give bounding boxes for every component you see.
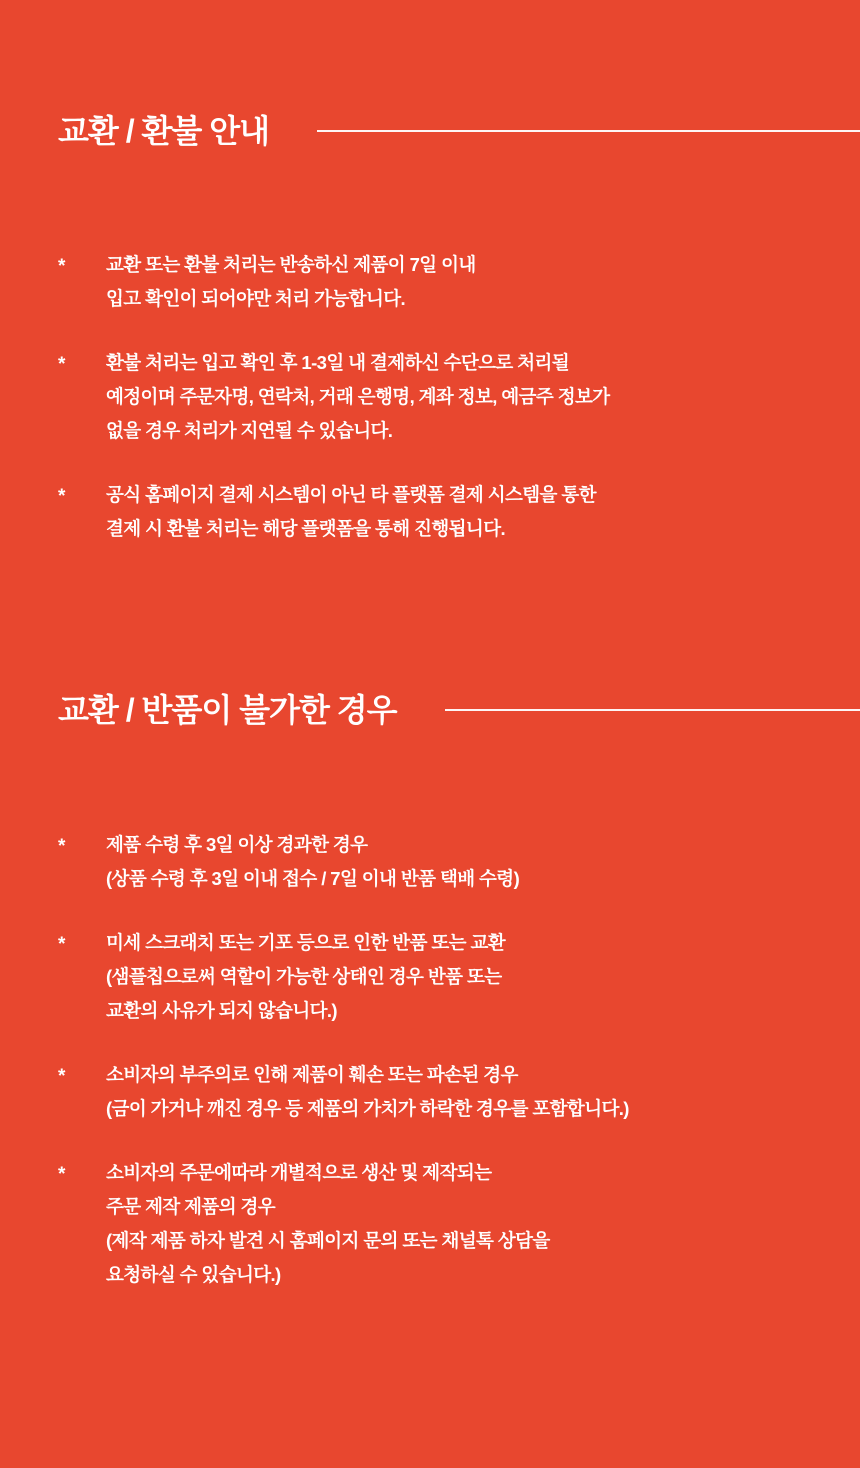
bullet-marker: * <box>58 933 66 955</box>
section-2-header <box>0 664 860 755</box>
bottom-spacer <box>0 1292 860 1352</box>
bullet-text <box>106 1156 820 1292</box>
bullet-line: 미세 스크래치 또는 기포 등으로 인한 반품 또는 교환 <box>106 931 506 953</box>
bullet-line: (샘플칩으로써 역할이 가능한 상태인 경우 반품 또는 <box>106 965 502 987</box>
section-1-bullet-list <box>0 248 860 546</box>
section-1-title: 교환 / 환불 안내 <box>58 112 270 149</box>
bullet-marker: * <box>58 1065 66 1087</box>
bullet-line: 요청하실 수 있습니다.) <box>106 1263 281 1285</box>
bullet-marker: * <box>58 486 66 508</box>
bullet-spacer <box>58 1126 820 1156</box>
list-item <box>58 1058 820 1126</box>
section-non-returnable-cases <box>0 664 860 1291</box>
bullet-line: (금이 가거나 깨진 경우 등 제품의 가치가 하락한 경우를 포함합니다.) <box>106 1097 629 1119</box>
section-1-head-spacer <box>0 176 860 248</box>
bullet-marker: * <box>58 354 66 376</box>
bullet-line: 입고 확인이 되어야만 처리 가능합니다. <box>106 288 406 310</box>
section-1-rule <box>317 130 860 132</box>
bullet-line: 제품 수령 후 3일 이상 경과한 경우 <box>106 833 368 855</box>
bullet-line: 주문 제작 제품의 경우 <box>106 1195 276 1217</box>
bullet-spacer <box>58 316 820 346</box>
section-2-title: 교환 / 반품이 불가한 경우 <box>58 692 397 729</box>
bullet-text <box>106 248 820 316</box>
bullet-line: 교환 또는 환불 처리는 반송하신 제품이 7일 이내 <box>106 254 476 276</box>
bullet-line: (상품 수령 후 3일 이내 접수 / 7일 이내 반품 택배 수령) <box>106 867 520 889</box>
bullet-line: 교환의 사유가 되지 않습니다.) <box>106 999 337 1021</box>
bullet-spacer <box>58 1028 820 1058</box>
section-1-header <box>0 85 860 176</box>
bullet-line: 결제 시 환불 처리는 해당 플랫폼을 통해 진행됩니다. <box>106 518 506 540</box>
bullet-marker: * <box>58 256 66 278</box>
list-item <box>58 926 820 1028</box>
section-2-head-spacer <box>0 756 860 828</box>
list-item <box>58 478 820 546</box>
list-item <box>58 1156 820 1292</box>
section-2-rule <box>445 709 860 711</box>
section-exchange-refund-guide <box>0 85 860 546</box>
section-spacer <box>0 546 860 664</box>
list-item <box>58 346 820 448</box>
bullet-text <box>106 926 820 1028</box>
bullet-text <box>106 478 820 546</box>
bullet-line: 공식 홈페이지 결제 시스템이 아닌 타 플랫폼 결제 시스템을 통한 <box>106 484 596 506</box>
bullet-line: (제작 제품 하자 발견 시 홈페이지 문의 또는 채널톡 상담을 <box>106 1229 550 1251</box>
bullet-spacer <box>58 896 820 926</box>
bullet-marker: * <box>58 1163 66 1185</box>
bullet-line: 소비자의 부주의로 인해 제품이 훼손 또는 파손된 경우 <box>106 1063 518 1085</box>
bullet-text <box>106 346 820 448</box>
bullet-text <box>106 1058 820 1126</box>
list-item <box>58 248 820 316</box>
top-spacer <box>0 0 860 85</box>
bullet-line: 소비자의 주문에따라 개별적으로 생산 및 제작되는 <box>106 1161 492 1183</box>
bullet-spacer <box>58 448 820 478</box>
list-item <box>58 828 820 896</box>
section-2-bullet-list <box>0 828 860 1292</box>
bullet-line: 예정이며 주문자명, 연락처, 거래 은행명, 계좌 정보, 예금주 정보가 <box>106 386 610 408</box>
bullet-line: 없을 경우 처리가 지연될 수 있습니다. <box>106 420 393 442</box>
bullet-line: 환불 처리는 입고 확인 후 1-3일 내 결제하신 수단으로 처리될 <box>106 352 570 374</box>
bullet-text <box>106 828 820 896</box>
bullet-marker: * <box>58 835 66 857</box>
